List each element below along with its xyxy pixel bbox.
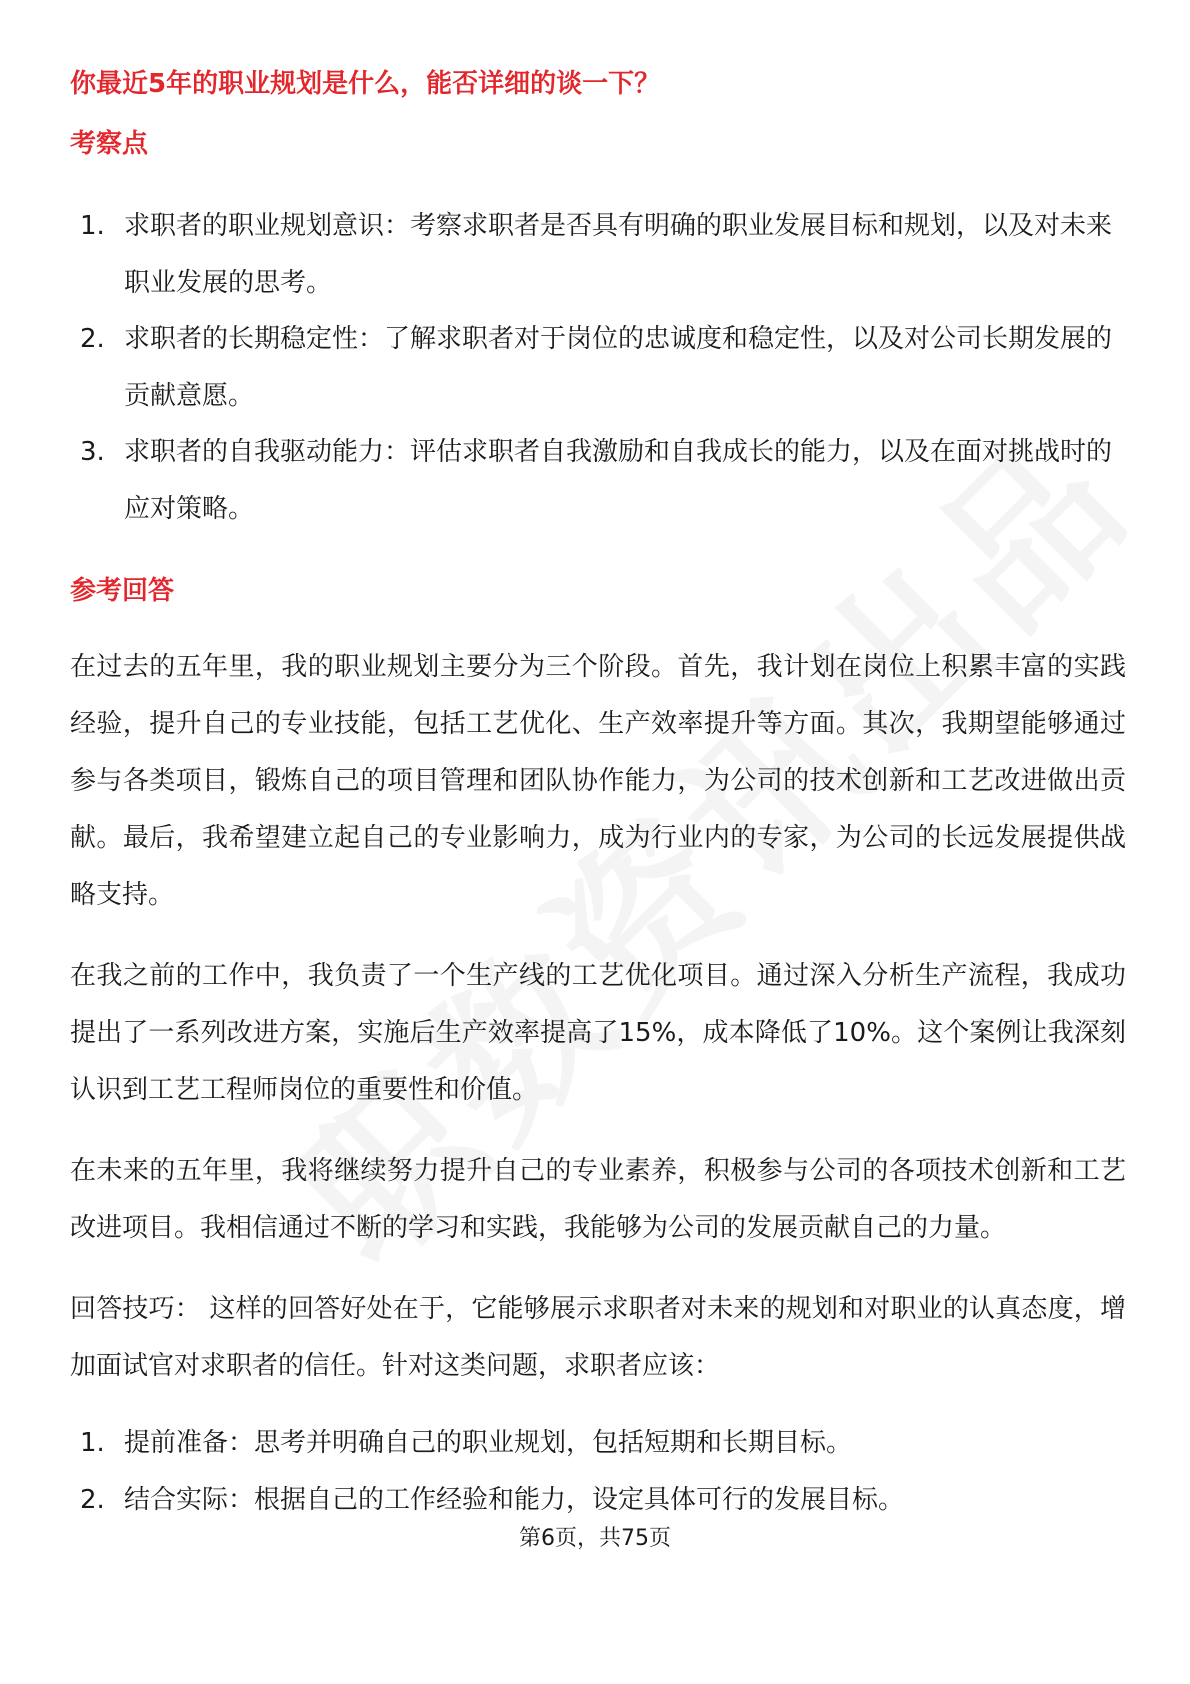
question-heading: 你最近5年的职业规划是什么，能否详细的谈一下？: [70, 69, 661, 99]
answer-paragraph: 在过去的五年里，我的职业规划主要分为三个阶段。首先，我计划在岗位上积累丰富的实践经验，提升自己的专业技能，包括工艺优化、生产效率提升等方面。其次，我期望能够通过参与各类项目，锻炼自己的项目管理和团队协作能力，为公司的技术创新和工艺改进做出贡献。最后，我希望建立起自己的专业影响力，成为行业内的专家，为公司的长远发展提供战略支持。: [70, 652, 1126, 910]
answer-paragraph: 在我之前的工作中，我负责了一个生产线的工艺优化项目。通过深入分析生产流程，我成功提出了一系列改进方案，实施后生产效率提高了15%，成本降低了10%。这个案例让我深刻认识到工艺工程师岗位的重要性和价值。: [70, 961, 1126, 1105]
content-area: [70, 58, 1126, 1529]
list-item: [70, 1415, 1126, 1472]
section-title-assessment: 考察点: [70, 129, 149, 159]
answer-paragraph: 在未来的五年里，我将继续努力提升自己的专业素养，积极参与公司的各项技术创新和工艺改进项目。我相信通过不断的学习和实践，我能够为公司的发展贡献自己的力量。: [70, 1156, 1126, 1243]
list-item: [70, 424, 1126, 538]
list-item-text: 结合实际：根据自己的工作经验和能力，设定具体可行的发展目标。: [124, 1485, 905, 1515]
list-item-number: 3.: [80, 437, 105, 467]
tips-list: [70, 1415, 1126, 1529]
list-item-text: 求职者的长期稳定性：了解求职者对于岗位的忠诚度和稳定性，以及对公司长期发展的贡献意愿。: [124, 324, 1113, 411]
list-item-number: 2.: [80, 324, 105, 354]
list-item: [70, 311, 1126, 425]
list-item-number: 1.: [80, 211, 105, 241]
list-item: [70, 1472, 1126, 1529]
list-item-number: 2.: [80, 1485, 105, 1515]
list-item-number: 1.: [80, 1428, 105, 1458]
page-footer: 第6页，共75页: [519, 1526, 671, 1551]
list-item-text: 求职者的职业规划意识：考察求职者是否具有明确的职业发展目标和规划，以及对未来职业发展的思考。: [124, 211, 1113, 298]
list-item-text: 求职者的自我驱动能力：评估求职者自我激励和自我成长的能力，以及在面对挑战时的应对策略。: [124, 437, 1113, 524]
tips-paragraph: 回答技巧： 这样的回答好处在于，它能够展示求职者对未来的规划和对职业的认真态度，增加面试官对求职者的信任。针对这类问题，求职者应该：: [70, 1294, 1126, 1381]
list-item-text: 提前准备：思考并明确自己的职业规划，包括短期和长期目标。: [124, 1428, 853, 1458]
assessment-list: [70, 198, 1126, 538]
list-item: [70, 198, 1126, 312]
section-title-reference-answer: 参考回答: [70, 576, 175, 606]
